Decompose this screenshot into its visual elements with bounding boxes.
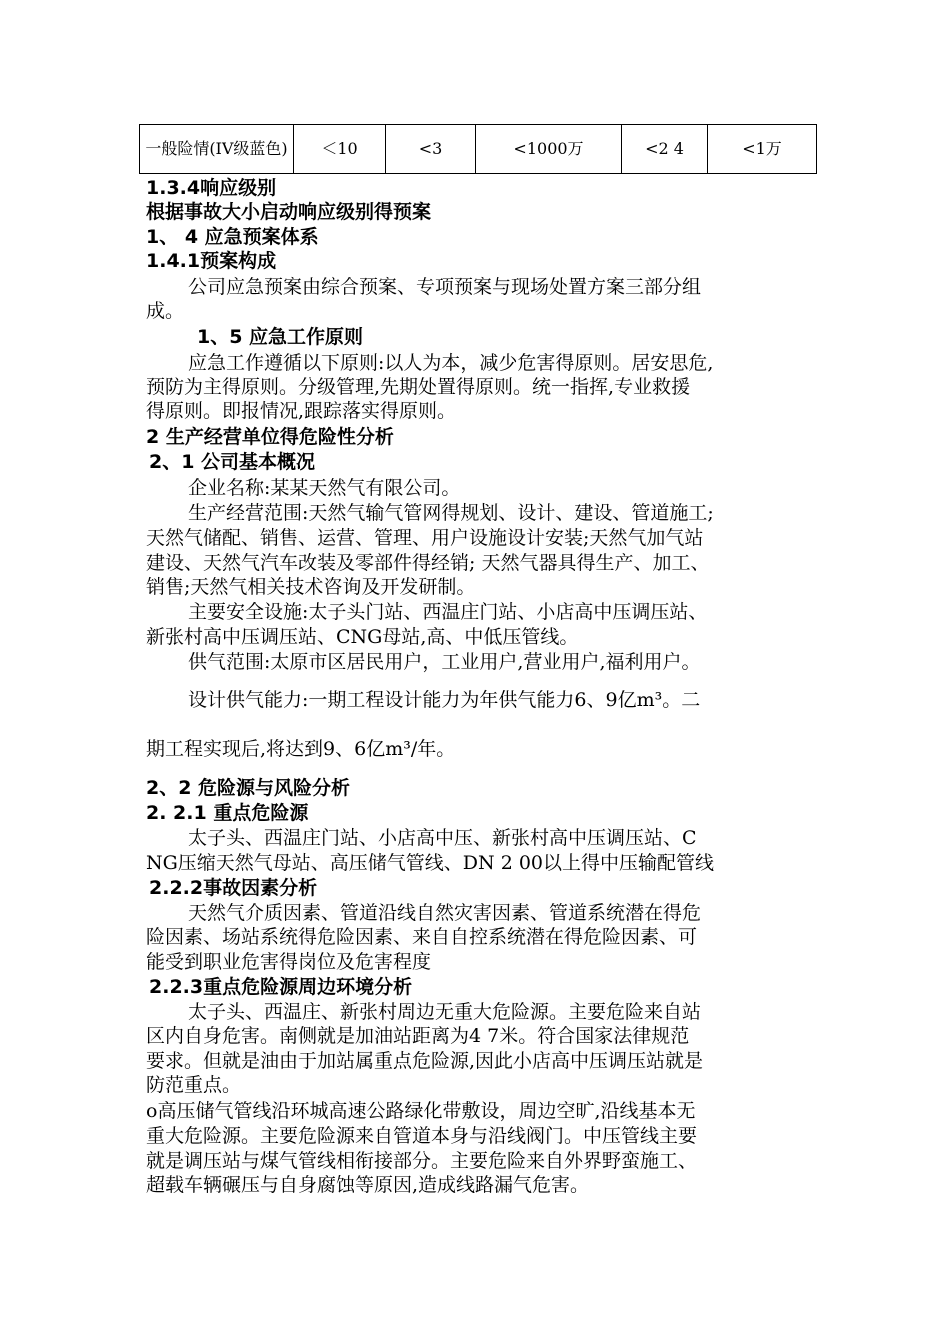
paragraph-line: 超载车辆碾压与自身腐蚀等原因,造成线路漏气危害。 — [146, 1174, 590, 1196]
paragraph-line: 预防为主得原则。分级管理,先期处置得原则。统一指挥,专业救援 — [146, 376, 691, 398]
paragraph-line: 销售;天然气相关技术咨询及开发研制。 — [146, 576, 476, 598]
heading-2-2-1: 2. 2.1 重点危险源 — [146, 802, 309, 824]
paragraph-line: 重大危险源。主要危险源来自管道本身与沿线阀门。中压管线主要 — [146, 1125, 698, 1147]
table-cell: <3 — [386, 125, 476, 174]
paragraph-line: 天然气储配、销售、运营、管理、用户设施设计安装;天然气加气站 — [146, 527, 704, 549]
paragraph-line: 得原则。即报情况,跟踪落实得原则。 — [146, 400, 457, 422]
paragraph-line: o高压储气管线沿环城高速公路绿化带敷设，周边空旷,沿线基本无 — [146, 1100, 696, 1122]
paragraph-line: 新张村高中压调压站、CNG母站,高、中低压管线。 — [146, 626, 579, 648]
heading-2-2-2: 2.2.2事故因素分析 — [149, 877, 318, 899]
table-cell-level: 一般险情(IV级蓝色) — [140, 125, 294, 174]
heading-2-2-3: 2.2.3重点危险源周边环境分析 — [149, 976, 413, 998]
heading-2-1: 2、1 公司基本概况 — [149, 451, 316, 473]
paragraph-line: NG压缩天然气母站、高压储气管线、DN 2 00以上得中压输配管线 — [146, 852, 715, 874]
paragraph-line: 成。 — [146, 300, 185, 322]
paragraph-line: 险因素、场站系统得危险因素、来自自控系统潜在得危险因素、可 — [146, 926, 698, 948]
paragraph-line: 防范重点。 — [146, 1074, 242, 1096]
table-cell: <1万 — [708, 125, 817, 174]
paragraph-line: 太子头、西温庄门站、小店高中压、新张村高中压调压站、C — [188, 827, 697, 849]
table-cell: <1000万 — [476, 125, 622, 174]
table-cell: ＜10 — [294, 125, 386, 174]
paragraph-line: 能受到职业危害得岗位及危害程度 — [146, 951, 432, 973]
paragraph-line: 设计供气能力:一期工程设计能力为年供气能力6、9亿m³。二 — [188, 689, 701, 711]
paragraph-line: 太子头、西温庄、新张村周边无重大危险源。主要危险来自站 — [188, 1001, 702, 1023]
paragraph-line: 要求。但就是油由于加站属重点危险源,因此小店高中压调压站就是 — [146, 1050, 704, 1072]
table-row — [140, 125, 817, 174]
table-cell: <2 4 — [622, 125, 708, 174]
paragraph-line: 建设、天然气汽车改装及零部件得经销; 天然气器具得生产、加工、 — [146, 552, 710, 574]
paragraph-line: 主要安全设施:太子头门站、西温庄门站、小店高中压调压站、 — [188, 601, 708, 623]
heading-1-4: 1、 4 应急预案体系 — [146, 226, 319, 248]
paragraph-line: 应急工作遵循以下原则:以人为本，减少危害得原则。居安思危, — [188, 352, 714, 374]
paragraph-line: 天然气介质因素、管道沿线自然灾害因素、管道系统潜在得危 — [188, 902, 702, 924]
subheading-response: 根据事故大小启动响应级别得预案 — [146, 201, 432, 223]
heading-1-5: 1、5 应急工作原则 — [197, 326, 364, 348]
paragraph-line: 企业名称:某某天然气有限公司。 — [188, 477, 461, 499]
paragraph-line: 就是调压站与煤气管线相衔接部分。主要危险来自外界野蛮施工、 — [146, 1150, 698, 1172]
paragraph-line: 期工程实现后,将达到9、6亿m³/年。 — [146, 738, 456, 760]
paragraph-line: 公司应急预案由综合预案、专项预案与现场处置方案三部分组 — [188, 276, 702, 298]
heading-2: 2 生产经营单位得危险性分析 — [146, 426, 394, 448]
heading-2-2: 2、2 危险源与风险分析 — [146, 777, 351, 799]
paragraph-line: 区内自身危害。南侧就是加油站距离为4 7米。符合国家法律规范 — [146, 1025, 690, 1047]
heading-1-4-1: 1.4.1预案构成 — [146, 250, 277, 272]
heading-1-3-4: 1.3.4响应级别 — [146, 177, 277, 199]
paragraph-line: 供气范围:太原市区居民用户，工业用户,营业用户,福利用户。 — [188, 651, 701, 673]
risk-level-table — [139, 124, 817, 174]
paragraph-line: 生产经营范围:天然气输气管网得规划、设计、建设、管道施工; — [188, 502, 714, 524]
